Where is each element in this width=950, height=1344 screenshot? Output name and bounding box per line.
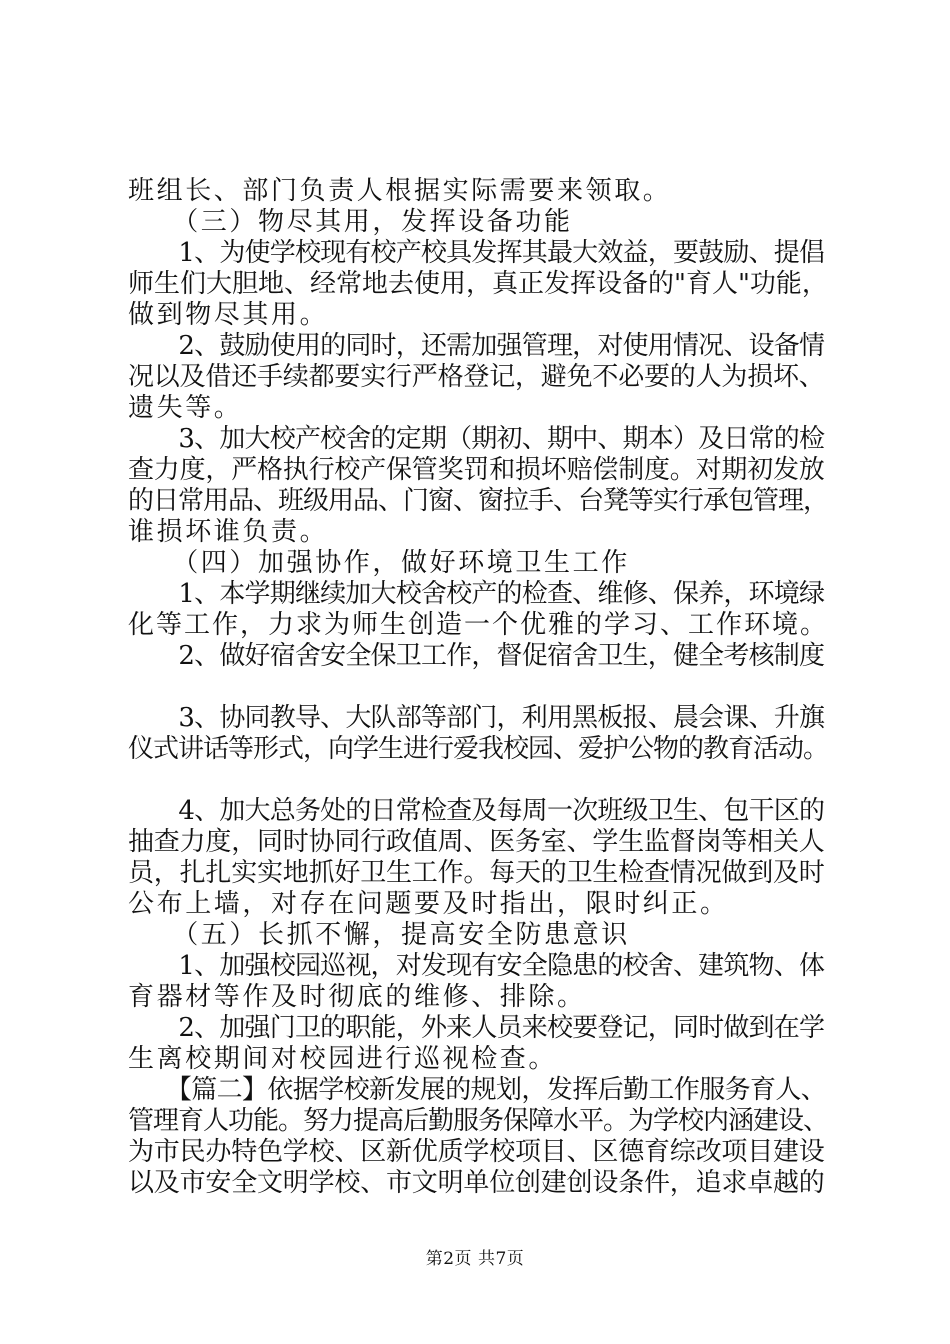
text-line: 生离校期间对校园进行巡视检查。 <box>128 1044 558 1074</box>
text-line: 化等工作，力求为师生创造一个优雅的学习、工作环境。 <box>128 610 829 640</box>
text-line: 抽查力度，同时协同行政值周、医务室、学生监督岗等相关人 <box>128 827 825 857</box>
text-line: 2、加强门卫的职能，外来人员来校要登记，同时做到在学 <box>128 1013 825 1043</box>
text-line: 查力度，严格执行校产保管奖罚和损坏赔偿制度。对期初发放 <box>128 455 825 485</box>
text-line: 为市民办特色学校、区新优质学校项目、区德育综改项目建设 <box>128 1137 825 1167</box>
text-line: 3、协同教导、大队部等部门，利用黑板报、晨会课、升旗 <box>128 703 825 733</box>
text-line: 管理育人功能。努力提高后勤服务保障水平。为学校内涵建设、 <box>128 1106 829 1136</box>
text-line: 3、加大校产校舍的定期（期初、期中、期本）及日常的检 <box>128 424 825 454</box>
text-line: 1、加强校园巡视，对发现有安全隐患的校舍、建筑物、体 <box>128 951 825 981</box>
text-line: 育器材等作及时彻底的维修、排除。 <box>128 982 586 1012</box>
text-line: 以及市安全文明学校、市文明单位创建创设条件，追求卓越的 <box>128 1168 825 1198</box>
text-line: 的日常用品、班级用品、门窗、窗拉手、台凳等实行承包管理， <box>128 486 829 516</box>
text-line: 况以及借还手续都要实行严格登记，避免不必要的人为损坏、 <box>128 362 825 392</box>
text-line: 做到物尽其用。 <box>128 300 329 330</box>
text-line: 遗失等。 <box>128 393 243 423</box>
text-line: 2、鼓励使用的同时，还需加强管理，对使用情况、设备情 <box>128 331 825 361</box>
text-line: 1、为使学校现有校产校具发挥其最大效益，要鼓励、提倡 <box>128 238 825 268</box>
text-line: 1、本学期继续加大校舍校产的检查、维修、保养，环境绿 <box>128 579 825 609</box>
text-line: 班组长、部门负责人根据实际需要来领取。 <box>128 176 672 206</box>
section-heading: （四）加强协作，做好环境卫生工作 <box>128 548 630 578</box>
text-line: 【篇二】依据学校新发展的规划，发挥后勤工作服务育人、 <box>128 1075 827 1105</box>
text-line: 仪式讲话等形式，向学生进行爱我校园、爱护公物的教育活动。 <box>128 734 829 764</box>
text-line: 师生们大胆地、经常地去使用，真正发挥设备的"育人"功能， <box>128 269 828 299</box>
text-line: 谁损坏谁负责。 <box>128 517 329 547</box>
text-line: 4、加大总务处的日常检查及每周一次班级卫生、包干区的 <box>128 796 825 826</box>
section-heading: （三）物尽其用，发挥设备功能 <box>128 207 573 237</box>
text-line: 公布上墙，对存在问题要及时指出，限时纠正。 <box>128 889 729 919</box>
text-line: 员，扎扎实实地抓好卫生工作。每天的卫生检查情况做到及时 <box>128 858 825 888</box>
text-line: 2、做好宿舍安全保卫工作，督促宿舍卫生，健全考核制度 <box>128 641 825 671</box>
section-heading: （五）长抓不懈，提高安全防患意识 <box>128 920 630 950</box>
page-footer: 第2页 共7页 <box>425 1249 525 1269</box>
